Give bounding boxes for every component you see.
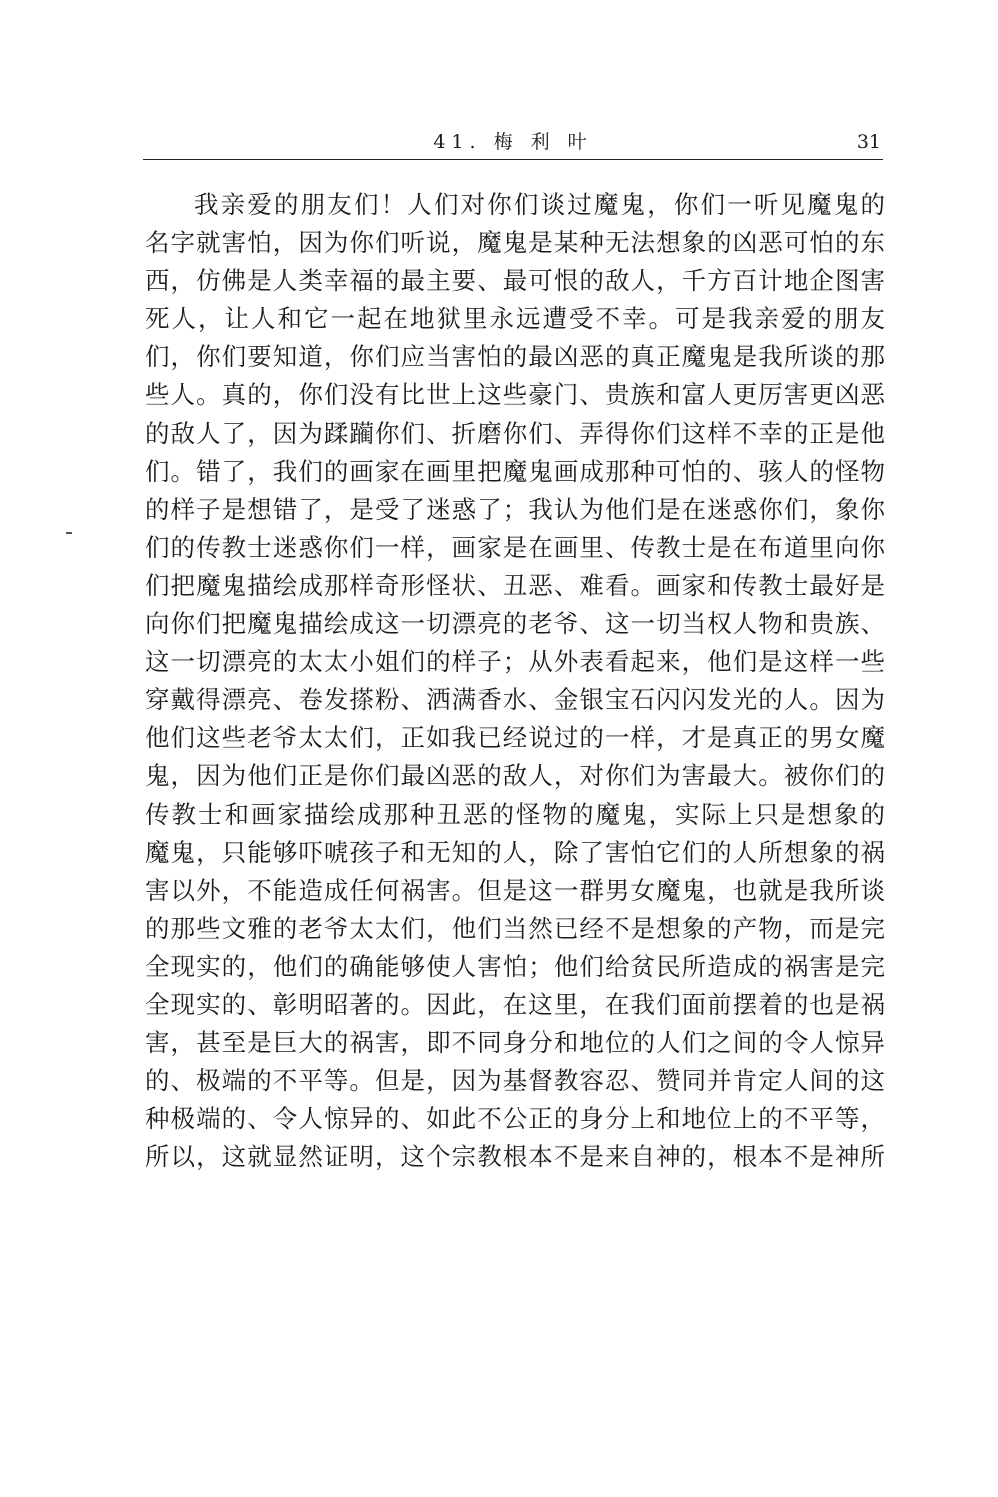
text-line: 死人，让人和它一起在地狱里永远遭受不幸。可是我亲爱的朋友 [145, 304, 885, 334]
text-line: 们把魔鬼描绘成那样奇形怪状、丑恶、难看。画家和传教士最好是 [145, 570, 885, 600]
text-line: 鬼，因为他们正是你们最凶恶的敌人，对你们为害最大。被你们的 [145, 761, 885, 791]
text-line: 的样子是想错了，是受了迷惑了；我认为他们是在迷惑你们，象你 [145, 494, 885, 524]
text-line: 向你们把魔鬼描绘成这一切漂亮的老爷、这一切当权人物和贵族、 [145, 609, 885, 639]
text-line: 他们这些老爷太太们，正如我已经说过的一样，才是真正的男女魔 [145, 723, 885, 753]
text-line: 种极端的、令人惊异的、如此不公正的身分上和地位上的不平等， [145, 1104, 885, 1134]
body-text [145, 186, 885, 1176]
margin-mark [66, 532, 72, 534]
text-line: 害，甚至是巨大的祸害，即不同身分和地位的人们之间的令人惊异 [145, 1028, 885, 1058]
text-line: 害以外，不能造成任何祸害。但是这一群男女魔鬼，也就是我所谈 [145, 875, 885, 905]
text-line: 们的传教士迷惑你们一样，画家是在画里、传教士是在布道里向你 [145, 532, 885, 562]
header-divider [143, 159, 883, 160]
text-line: 的敌人了，因为蹂躏你们、折磨你们、弄得你们这样不幸的正是他 [145, 418, 885, 448]
text-line: 的那些文雅的老爷太太们，他们当然已经不是想象的产物，而是完 [145, 913, 885, 943]
text-line: 们，你们要知道，你们应当害怕的最凶恶的真正魔鬼是我所谈的那 [145, 342, 885, 372]
text-line: 的、极端的不平等。但是，因为基督教容忍、赞同并肯定人间的这 [145, 1066, 885, 1096]
text-line: 这一切漂亮的太太小姐们的样子；从外表看起来，他们是这样一些 [145, 647, 885, 677]
page-number: 31 [856, 131, 881, 153]
text-line: 们。错了，我们的画家在画里把魔鬼画成那种可怕的、骇人的怪物 [145, 456, 885, 486]
chapter-title: 41. 梅 利 叶 [433, 131, 593, 153]
text-line: 名字就害怕，因为你们听说，魔鬼是某种无法想象的凶恶可怕的东 [145, 228, 885, 258]
text-line: 穿戴得漂亮、卷发搽粉、洒满香水、金银宝石闪闪发光的人。因为 [145, 685, 885, 715]
text-line: 全现实的、彰明昭著的。因此，在这里，在我们面前摆着的也是祸 [145, 989, 885, 1019]
text-line: 传教士和画家描绘成那种丑恶的怪物的魔鬼，实际上只是想象的 [145, 799, 885, 829]
text-line: 全现实的，他们的确能够使人害怕；他们给贫民所造成的祸害是完 [145, 951, 885, 981]
running-header [143, 128, 883, 156]
text-line: 西，仿佛是人类幸福的最主要、最可恨的敌人，千方百计地企图害 [145, 266, 885, 296]
text-line: 魔鬼，只能够吓唬孩子和无知的人，除了害怕它们的人所想象的祸 [145, 837, 885, 867]
text-line: 所以，这就显然证明，这个宗教根本不是来自神的，根本不是神所 [145, 1142, 885, 1172]
text-line: 些人。真的，你们没有比世上这些豪门、贵族和富人更厉害更凶恶 [145, 380, 885, 410]
text-line: 我亲爱的朋友们！人们对你们谈过魔鬼，你们一听见魔鬼的 [194, 190, 885, 219]
